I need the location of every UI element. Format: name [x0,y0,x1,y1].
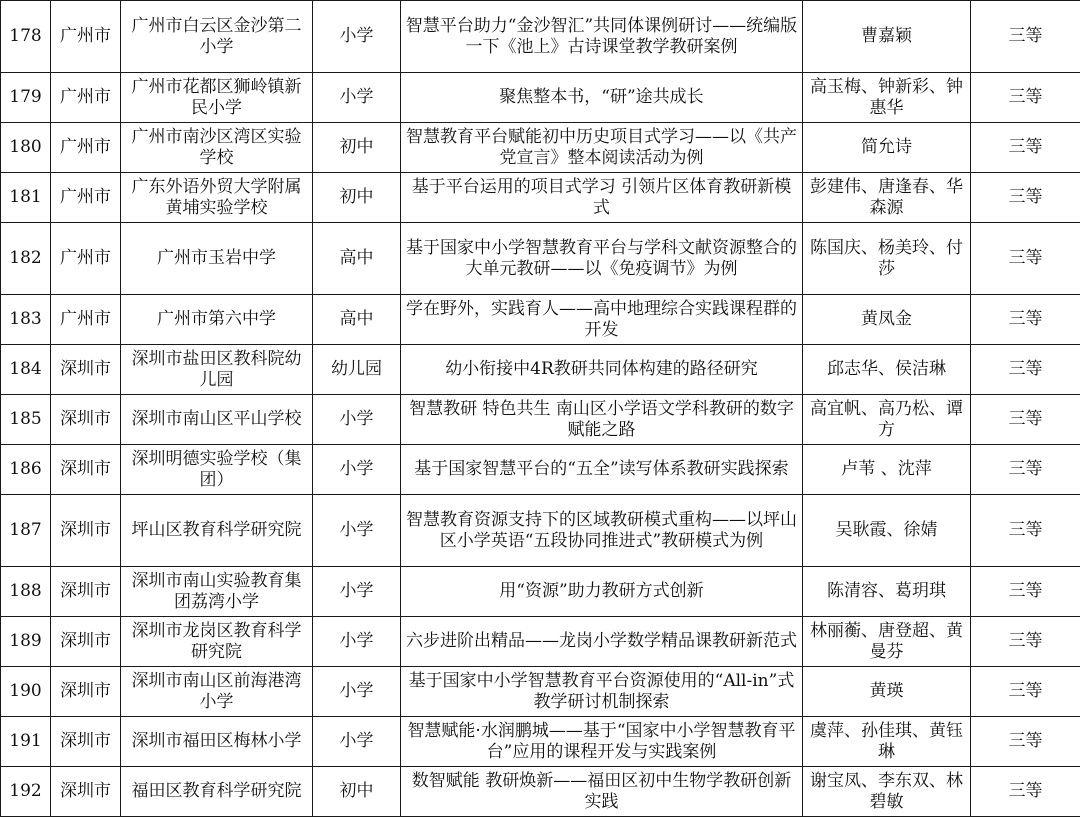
school-level-cell: 小学 [313,717,401,767]
award-cell: 三等 [971,73,1080,123]
school-level-cell: 小学 [313,567,401,617]
school-cell: 深圳市南山实验教育集团荔湾小学 [121,567,313,617]
authors-cell: 高玉梅、钟新彩、钟惠华 [803,73,971,123]
city-cell: 广州市 [51,295,121,345]
school-level-cell: 小学 [313,1,401,73]
school-cell: 福田区教育科学研究院 [121,767,313,817]
case-title-cell: 聚焦整本书，“研”途共成长 [401,73,803,123]
row-number: 189 [1,617,51,667]
authors-cell: 简允诗 [803,123,971,173]
school-level-cell: 初中 [313,173,401,223]
award-cell: 三等 [971,1,1080,73]
school-level-cell: 高中 [313,223,401,295]
row-number: 179 [1,73,51,123]
city-cell: 深圳市 [51,395,121,445]
school-cell: 广州市花都区狮岭镇新民小学 [121,73,313,123]
school-cell: 广东外语外贸大学附属黄埔实验学校 [121,173,313,223]
table-row [1,123,1080,173]
award-cell: 三等 [971,617,1080,667]
table-row [1,73,1080,123]
city-cell: 深圳市 [51,445,121,495]
award-cell: 三等 [971,567,1080,617]
table-row [1,667,1080,717]
case-title-cell: 智慧教育资源支持下的区域教研模式重构——以坪山区小学英语“五段协同推进式”教研模式为例 [401,495,803,567]
authors-cell: 陈清容、葛玥琪 [803,567,971,617]
table-row [1,767,1080,817]
case-title-cell: 六步进阶出精品——龙岗小学数学精品课教研新范式 [401,617,803,667]
award-cell: 三等 [971,445,1080,495]
case-title-cell: 数智赋能 教研焕新——福田区初中生物学教研创新实践 [401,767,803,817]
school-level-cell: 小学 [313,73,401,123]
row-number: 187 [1,495,51,567]
table-body [1,1,1080,817]
table-row [1,1,1080,73]
authors-cell: 邱志华、侯洁琳 [803,345,971,395]
award-cell: 三等 [971,767,1080,817]
city-cell: 深圳市 [51,767,121,817]
case-title-cell: 基于平台运用的项目式学习 引领片区体育教研新模式 [401,173,803,223]
row-number: 186 [1,445,51,495]
school-cell: 广州市第六中学 [121,295,313,345]
award-cell: 三等 [971,717,1080,767]
city-cell: 深圳市 [51,345,121,395]
authors-cell: 黄凤金 [803,295,971,345]
city-cell: 广州市 [51,123,121,173]
row-number: 188 [1,567,51,617]
case-title-cell: 智慧赋能·水润鹏城——基于“国家中小学智慧教育平台”应用的课程开发与实践案例 [401,717,803,767]
table-row [1,173,1080,223]
case-title-cell: 幼小衔接中4R教研共同体构建的路径研究 [401,345,803,395]
case-title-cell: 智慧教研 特色共生 南山区小学语文学科教研的数字赋能之路 [401,395,803,445]
table-row [1,567,1080,617]
table-row [1,617,1080,667]
case-title-cell: 基于国家智慧平台的“五全”读写体系教研实践探索 [401,445,803,495]
row-number: 180 [1,123,51,173]
school-cell: 广州市玉岩中学 [121,223,313,295]
school-level-cell: 幼儿园 [313,345,401,395]
table-row [1,445,1080,495]
case-title-cell: 基于国家中小学智慧教育平台资源使用的“All-in”式教学研讨机制探索 [401,667,803,717]
school-level-cell: 小学 [313,495,401,567]
row-number: 178 [1,1,51,73]
award-cell: 三等 [971,345,1080,395]
school-level-cell: 高中 [313,295,401,345]
award-cell: 三等 [971,295,1080,345]
authors-cell: 虞萍、孙佳琪、黄钰琳 [803,717,971,767]
city-cell: 广州市 [51,1,121,73]
school-level-cell: 小学 [313,617,401,667]
city-cell: 深圳市 [51,667,121,717]
city-cell: 深圳市 [51,567,121,617]
table-row [1,295,1080,345]
city-cell: 深圳市 [51,717,121,767]
school-cell: 深圳市龙岗区教育科学研究院 [121,617,313,667]
school-level-cell: 小学 [313,395,401,445]
row-number: 190 [1,667,51,717]
award-cell: 三等 [971,173,1080,223]
city-cell: 广州市 [51,223,121,295]
case-title-cell: 学在野外，实践育人——高中地理综合实践课程群的开发 [401,295,803,345]
city-cell: 深圳市 [51,495,121,567]
school-cell: 深圳明德实验学校（集团） [121,445,313,495]
award-cell: 三等 [971,667,1080,717]
table-row [1,395,1080,445]
case-title-cell: 智慧教育平台赋能初中历史项目式学习——以《共产党宣言》整本阅读活动为例 [401,123,803,173]
city-cell: 深圳市 [51,617,121,667]
school-cell: 广州市白云区金沙第二小学 [121,1,313,73]
authors-cell: 谢宝凤、李东双、林碧敏 [803,767,971,817]
row-number: 182 [1,223,51,295]
award-cell: 三等 [971,223,1080,295]
authors-cell: 卢苇 、沈萍 [803,445,971,495]
school-cell: 深圳市南山区平山学校 [121,395,313,445]
table-row [1,223,1080,295]
school-level-cell: 小学 [313,667,401,717]
table-row [1,345,1080,395]
authors-cell: 林丽蘅、唐登超、黄曼芬 [803,617,971,667]
school-cell: 深圳市盐田区教科院幼儿园 [121,345,313,395]
school-cell: 广州市南沙区湾区实验学校 [121,123,313,173]
authors-cell: 彭建伟、唐逢春、华森源 [803,173,971,223]
city-cell: 广州市 [51,173,121,223]
row-number: 191 [1,717,51,767]
authors-cell: 黄瑛 [803,667,971,717]
row-number: 192 [1,767,51,817]
award-cell: 三等 [971,495,1080,567]
city-cell: 广州市 [51,73,121,123]
award-cell: 三等 [971,395,1080,445]
authors-cell: 高宜帆、高乃松、谭方 [803,395,971,445]
table-row [1,717,1080,767]
case-title-cell: 用“资源”助力教研方式创新 [401,567,803,617]
school-level-cell: 初中 [313,767,401,817]
authors-cell: 陈国庆、杨美玲、付莎 [803,223,971,295]
row-number: 181 [1,173,51,223]
row-number: 183 [1,295,51,345]
school-cell: 深圳市福田区梅林小学 [121,717,313,767]
case-title-cell: 基于国家中小学智慧教育平台与学科文献资源整合的大单元教研——以《免疫调节》为例 [401,223,803,295]
table-row [1,495,1080,567]
authors-cell: 曹嘉颖 [803,1,971,73]
case-title-cell: 智慧平台助力“金沙智汇”共同体课例研讨——统编版一下《池上》古诗课堂教学教研案例 [401,1,803,73]
school-cell: 深圳市南山区前海港湾小学 [121,667,313,717]
row-number: 184 [1,345,51,395]
school-level-cell: 小学 [313,445,401,495]
authors-cell: 吴耿霞、徐婧 [803,495,971,567]
school-cell: 坪山区教育科学研究院 [121,495,313,567]
row-number: 185 [1,395,51,445]
award-cell: 三等 [971,123,1080,173]
school-level-cell: 初中 [313,123,401,173]
